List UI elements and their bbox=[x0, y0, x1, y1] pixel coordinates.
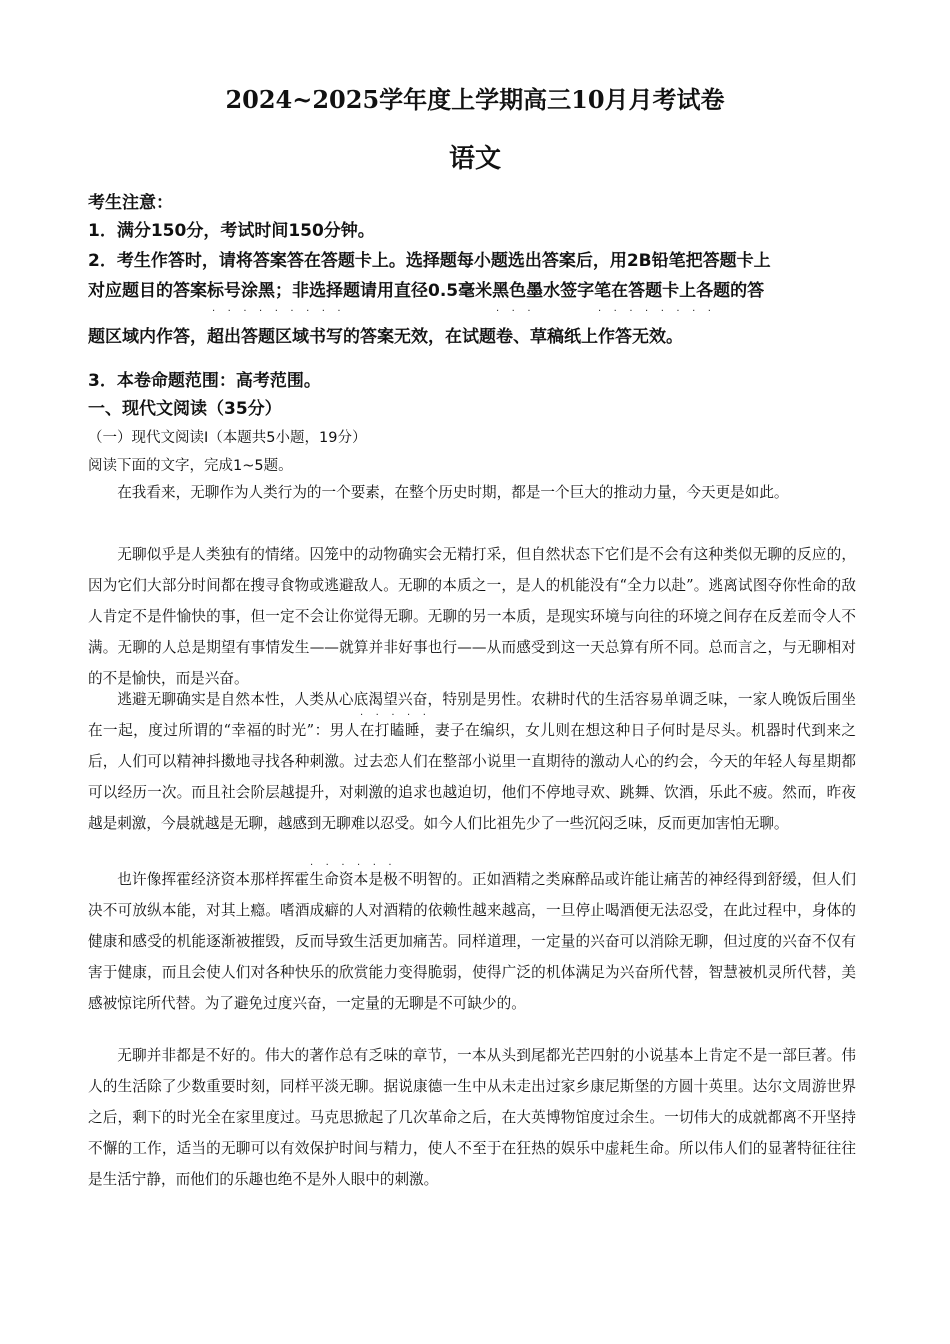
emphasis-dots: ··· bbox=[496, 306, 544, 317]
emphasis-dots: ····· bbox=[360, 710, 439, 721]
reading-instruction: 阅读下面的文字，完成1~5题。 bbox=[88, 458, 293, 474]
emphasis-dots: ········· bbox=[212, 306, 354, 317]
notice-item-2-line-3: 题区域内作答，超出答题区域书写的答案无效，在试题卷、草稿纸上作答无效。 bbox=[88, 327, 683, 347]
passage-paragraph: 无聊并非都是不好的。伟大的著作总有乏味的章节，一本从头到尾都光芒四射的小说基本上肯定不是一部巨著。伟人的生活除了少数重要时刻，同样平淡无聊。据说康德一生中从未走出过家乡康尼斯堡的方圆十英里。达尔文周游世界之后，剩下的时光全在家里度过。马克思掀起了几次革命之后，在大英博物馆度过余生。一切伟大的成就都离不开坚持不懈的工作，适当的无聊可以有效保护时间与精力，使人不至于在狂热的娱乐中虚耗生命。所以伟人们的显著特征往往是生活宁静，而他们的乐趣也绝不是外人眼中的刺激。 bbox=[88, 1047, 856, 1188]
emphasis-dots: ······ bbox=[310, 860, 405, 871]
notice-item-2-line-1: 2．考生作答时，请将答案答在答题卡上。选择题每小题选出答案后，用2B铅笔把答题卡上 bbox=[88, 251, 771, 271]
passage-paragraph: 也许像挥霍经济资本那样挥霍生命资本是极不明智的。正如酒精之类麻醉品或许能让痛苦的神经得到舒缓，但人们决不可放纵本能，对其上瘾。嗜酒成癖的人对酒精的依赖性越来越高，一旦停止喝酒便无法忍受，在此过程中，身体的健康和感受的机能逐渐被摧毁，反而导致生活更加痛苦。同样道理，一定量的兴奋可以消除无聊，但过度的兴奋不仅有害于健康，而且会使人们对各种快乐的欣赏能力变得脆弱，使得广泛的机体满足为兴奋所代替，智慧被机灵所代替，美感被惊诧所代替。为了避免过度兴奋，一定量的无聊是不可缺少的。 bbox=[88, 871, 856, 1012]
notice-item-1: 1．满分150分，考试时间150分钟。 bbox=[88, 221, 375, 241]
notice-item-2-line-2: 对应题目的答案标号涂黑；非选择题请用直径0.5毫米黑色墨水签字笔在答题卡上各题的答 bbox=[88, 281, 765, 301]
section-heading: 一、现代文阅读（35分） bbox=[88, 399, 282, 419]
subject-title: 语文 bbox=[448, 144, 501, 174]
passage-paragraph: 在我看来，无聊作为人类行为的一个要素，在整个历史时期，都是一个巨大的推动力量，今天更是如此。 bbox=[117, 484, 789, 501]
emphasis-dots: ········ bbox=[598, 306, 724, 317]
notice-heading: 考生注意： bbox=[88, 193, 173, 213]
section-subheading: （一）现代文阅读Ⅰ（本题共5小题，19分） bbox=[88, 430, 367, 446]
passage-paragraph: 无聊似乎是人类独有的情绪。囚笼中的动物确实会无精打采，但自然状态下它们是不会有这种类似无聊的反应的，因为它们大部分时间都在搜寻食物或逃避敌人。无聊的本质之一，是人的机能没有“全力以赴”。逃离试图夺你性命的敌人肯定不是件愉快的事，但一定不会让你觉得无聊。无聊的另一本质，是现实环境与向往的环境之间存在反差而令人不满。无聊的人总是期望有事情发生——就算并非好事也行——从而感受到这一天总算有所不同。总而言之，与无聊相对的不是愉快，而是兴奋。 bbox=[88, 546, 856, 687]
passage-paragraph: 逃避无聊确实是自然本性，人类从心底渴望兴奋，特别是男性。农耕时代的生活容易单调乏味，一家人晚饭后围坐在一起，度过所谓的“幸福的时光”：男人在打瞌睡，妻子在编织，女儿则在想这种日子何时是尽头。机器时代到来之后，人们可以精神抖擞地寻找各种刺激。过去恋人们在整部小说里一直期待的激动人心的约会，今天的年轻人每星期都可以经历一次。而且社会阶层越提升，对刺激的追求也越迫切，他们不停地寻欢、跳舞、饮酒，乐此不疲。然而，昨夜越是刺激，今晨就越是无聊，越感到无聊难以忍受。如今人们比祖先少了一些沉闷乏味，反而更加害怕无聊。 bbox=[88, 691, 856, 832]
exam-title: 2024~2025学年度上学期高三10月月考试卷 bbox=[225, 85, 725, 114]
notice-item-3: 3．本卷命题范围：高考范围。 bbox=[88, 371, 321, 391]
